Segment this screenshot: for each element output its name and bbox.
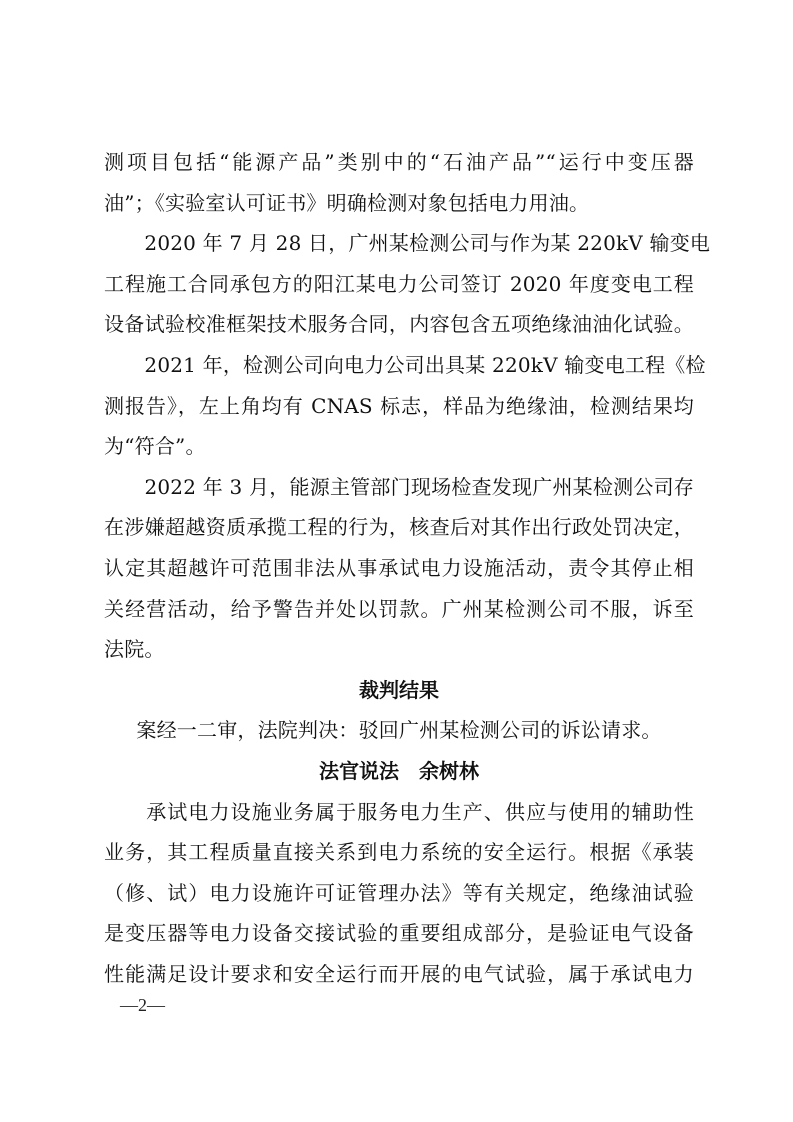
text-line: 2021 年，检测公司向电力公司出具某 220kV 输变电工程《检 (104, 352, 706, 377)
document-body (104, 142, 711, 994)
section-heading: 裁判结果 (359, 677, 439, 702)
text-line: 业务，其工程质量直接关系到电力系统的安全运行。根据《承装 (104, 840, 694, 865)
text-line: 承试电力设施业务属于服务电力生产、供应与使用的辅助性 (104, 799, 694, 824)
section-heading: 法官说法 余树林 (319, 758, 479, 783)
text-line: （修、试）电力设施许可证管理办法》等有关规定，绝缘油试验 (104, 880, 694, 905)
text-line: 法院。 (104, 637, 165, 662)
text-line: 油”；《实验室认可证书》明确检测对象包括电力用油。 (104, 190, 590, 215)
text-line: 是变压器等电力设备交接试验的重要组成部分，是验证电气设备 (104, 921, 694, 946)
text-line: 为“符合”。 (104, 434, 206, 459)
text-line: 设备试验校准框架技术服务合同，内容包含五项绝缘油油化试验。 (104, 312, 694, 337)
text-line: 2020 年 7 月 28 日，广州某检测公司与作为某 220kV 输变电 (104, 231, 711, 256)
text-line: 2022 年 3 月，能源主管部门现场检查发现广州某检测公司存 (104, 474, 694, 499)
text-line: 认定其超越许可范围非法从事承试电力设施活动，责令其停止相 (104, 555, 694, 580)
text-line: 测报告》，左上角均有 CNAS 标志，样品为绝缘油，检测结果均 (104, 393, 694, 418)
text-line: 案经一二审，法院判决：驳回广州某检测公司的诉讼请求。 (136, 718, 662, 743)
text-line: 关经营活动，给予警告并处以罚款。广州某检测公司不服，诉至 (104, 596, 694, 621)
text-line: 性能满足设计要求和安全运行而开展的电气试验，属于承试电力 (104, 961, 694, 986)
text-line: 在涉嫌超越资质承揽工程的行为，核查后对其作出行政处罚决定， (104, 515, 694, 540)
text-line: 测项目包括“能源产品”类别中的“石油产品”“运行中变压器 (104, 150, 694, 174)
page-number: —2— (120, 995, 165, 1015)
text-line: 工程施工合同承包方的阳江某电力公司签订 2020 年度变电工程 (104, 271, 694, 296)
